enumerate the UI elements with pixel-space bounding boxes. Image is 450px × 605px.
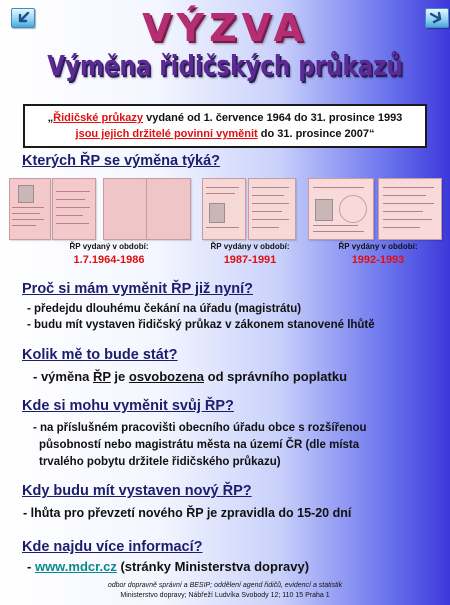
license-caption-3: ŘP vydány v období:	[338, 242, 418, 251]
cost-exempt: osvobozena	[128, 369, 205, 384]
notice-highlight-2: jsou jejich držitelé povinni vyměnit	[75, 128, 258, 140]
where-line-3: trvalého pobytu držitele řidičského průkazu)	[39, 456, 281, 468]
why-line-2: - budu mít vystaven řidičský průkaz v zákonem stanovené lhůtě	[27, 319, 375, 331]
footer-line-1: odbor dopravně správní a BESIP; oddělení agend řidičů, evidencí a statistik	[107, 582, 343, 589]
license-caption-1: ŘP vydaný v období:	[69, 242, 149, 251]
license-period-3: 1992-1993	[351, 254, 405, 266]
license-image-group-1	[9, 176, 193, 240]
info-line	[27, 559, 309, 574]
when-line: - lhůta pro převzetí nového ŘP je zpravidla do 15-20 dní	[23, 506, 352, 520]
section-heading-why: Proč si mám vyměnit ŘP již nyní?	[22, 281, 254, 297]
notice-line-1	[29, 110, 421, 126]
info-prefix: -	[27, 559, 35, 574]
notice-text-2: do 31. prosince 2007	[257, 128, 369, 140]
section-heading-where: Kde si mohu vyměnit svůj ŘP?	[22, 398, 234, 414]
license-caption-2: ŘP vydány v období:	[210, 242, 290, 251]
license-image-group-2	[202, 176, 298, 240]
why-line-1: - předejdu dlouhému čekání na úřadu (magistrátu)	[27, 303, 302, 315]
license-image	[103, 178, 191, 240]
notice-box	[23, 104, 427, 148]
license-image	[378, 178, 442, 240]
notice-highlight-1: Řidičské průkazy	[53, 112, 144, 124]
license-period-2: 1987-1991	[223, 254, 277, 266]
open-quote: „	[47, 112, 54, 124]
close-quote: “	[368, 128, 375, 140]
license-image	[308, 178, 374, 240]
license-image-group-3	[308, 176, 444, 240]
cost-rp: ŘP	[92, 369, 111, 384]
page-subtitle: Výměna řidičských průkazů	[47, 49, 403, 82]
section-heading-cost: Kolik mě to bude stát?	[22, 347, 178, 363]
cost-line	[33, 369, 347, 384]
cost-prefix: - výměna	[33, 369, 93, 384]
mdcr-link[interactable]: www.mdcr.cz	[34, 559, 117, 574]
section-heading-info: Kde najdu více informací?	[22, 539, 203, 555]
cost-mid: je	[110, 369, 129, 384]
license-image	[52, 178, 96, 240]
license-image	[9, 178, 51, 240]
license-image	[202, 178, 246, 240]
where-line-1: - na příslušném pracovišti obecního úřadu obce s rozšířenou	[33, 422, 367, 434]
notice-line-2	[29, 126, 421, 142]
where-line-2: působností nebo magistrátu města na území ČR (dle místa	[39, 439, 360, 451]
license-image	[248, 178, 296, 240]
footer-line-2: Ministerstvo dopravy; Nábřeží Ludvíka Svobody 12; 110 15 Praha 1	[120, 592, 330, 599]
license-period-1: 1.7.1964-1986	[73, 254, 145, 266]
cost-suffix: od správního poplatku	[204, 369, 348, 384]
notice-text-1: vydané od 1. července 1964 do 31. prosince 1993	[143, 112, 403, 124]
section-heading-which: Kterých ŘP se výměna týká?	[22, 153, 221, 169]
info-suffix: (stránky Ministerstva dopravy)	[116, 559, 310, 574]
section-heading-when: Kdy budu mít vystaven nový ŘP?	[22, 483, 252, 499]
page-title: VÝZVA	[142, 6, 308, 50]
